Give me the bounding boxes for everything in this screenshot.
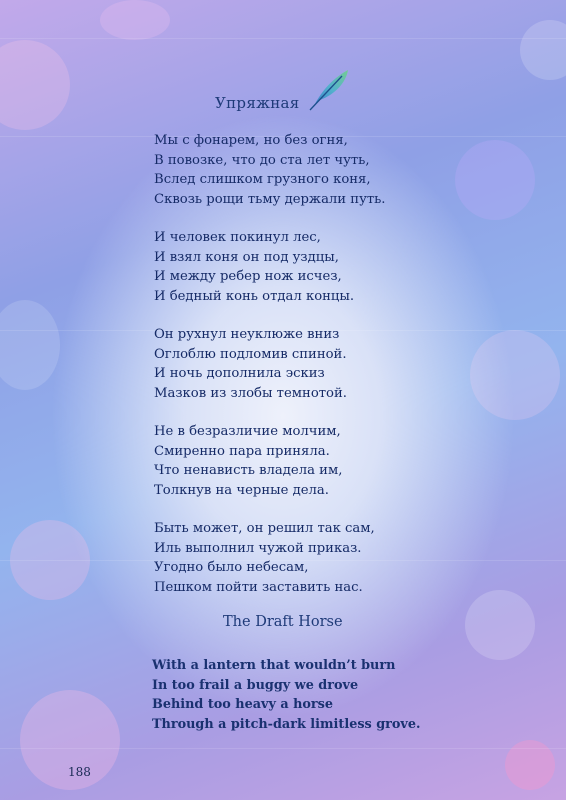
poem-line: Угодно было небесам, — [154, 560, 309, 575]
poem-line: Иль выполнил чужой приказ. — [154, 540, 362, 556]
poem-line: Мы с фонарем, но без огня, — [154, 133, 348, 148]
poem-russian — [154, 131, 386, 597]
poem-line: В повозке, что до ста лет чуть, — [154, 152, 370, 168]
poem-english — [152, 656, 420, 734]
poem-line: Он рухнул неуклюже вниз — [154, 327, 340, 342]
stanza — [154, 228, 386, 306]
poem-line: Through a pitch-dark limitless grove. — [152, 716, 421, 732]
poem-title-russian: Упряжная — [215, 94, 300, 112]
poem-line: Не в безразличие молчим, — [154, 424, 341, 439]
poem-line: Вслед слишком грузного коня, — [154, 172, 371, 187]
poem-line: И человек покинул лес, — [154, 230, 321, 245]
stanza — [154, 325, 386, 403]
stanza — [154, 131, 386, 209]
poem-line: Мазков из злобы темнотой. — [154, 385, 347, 401]
poem-line: И бедный конь отдал концы. — [154, 288, 355, 304]
poem-line: И между ребер нож исчез, — [154, 269, 342, 284]
poem-line: Смиренно пара приняла. — [154, 443, 330, 459]
poem-line: И взял коня он под уздцы, — [154, 249, 339, 265]
poem-line: Что ненависть владела им, — [154, 463, 343, 478]
poem-line: With a lantern that wouldn’t burn — [152, 658, 396, 673]
poem-line: In too frail a buggy we drove — [152, 677, 359, 693]
poem-line: Толкнув на черные дела. — [154, 482, 329, 498]
page-number: 188 — [68, 765, 91, 779]
poem-line: Сквозь рощи тьму держали путь. — [154, 191, 386, 207]
poem-line: Оглоблю подломив спиной. — [154, 346, 347, 362]
poem-title-english: The Draft Horse — [223, 614, 343, 630]
feather-quill-icon — [306, 66, 352, 112]
poem-line: И ночь дополнила эскиз — [154, 366, 325, 381]
poem-line: Behind too heavy a horse — [152, 697, 334, 712]
stanza — [154, 422, 386, 500]
poem-line: Пешком пойти заставить нас. — [154, 579, 363, 595]
poem-line: Быть может, он решил так сам, — [154, 521, 375, 536]
stanza — [154, 519, 386, 597]
